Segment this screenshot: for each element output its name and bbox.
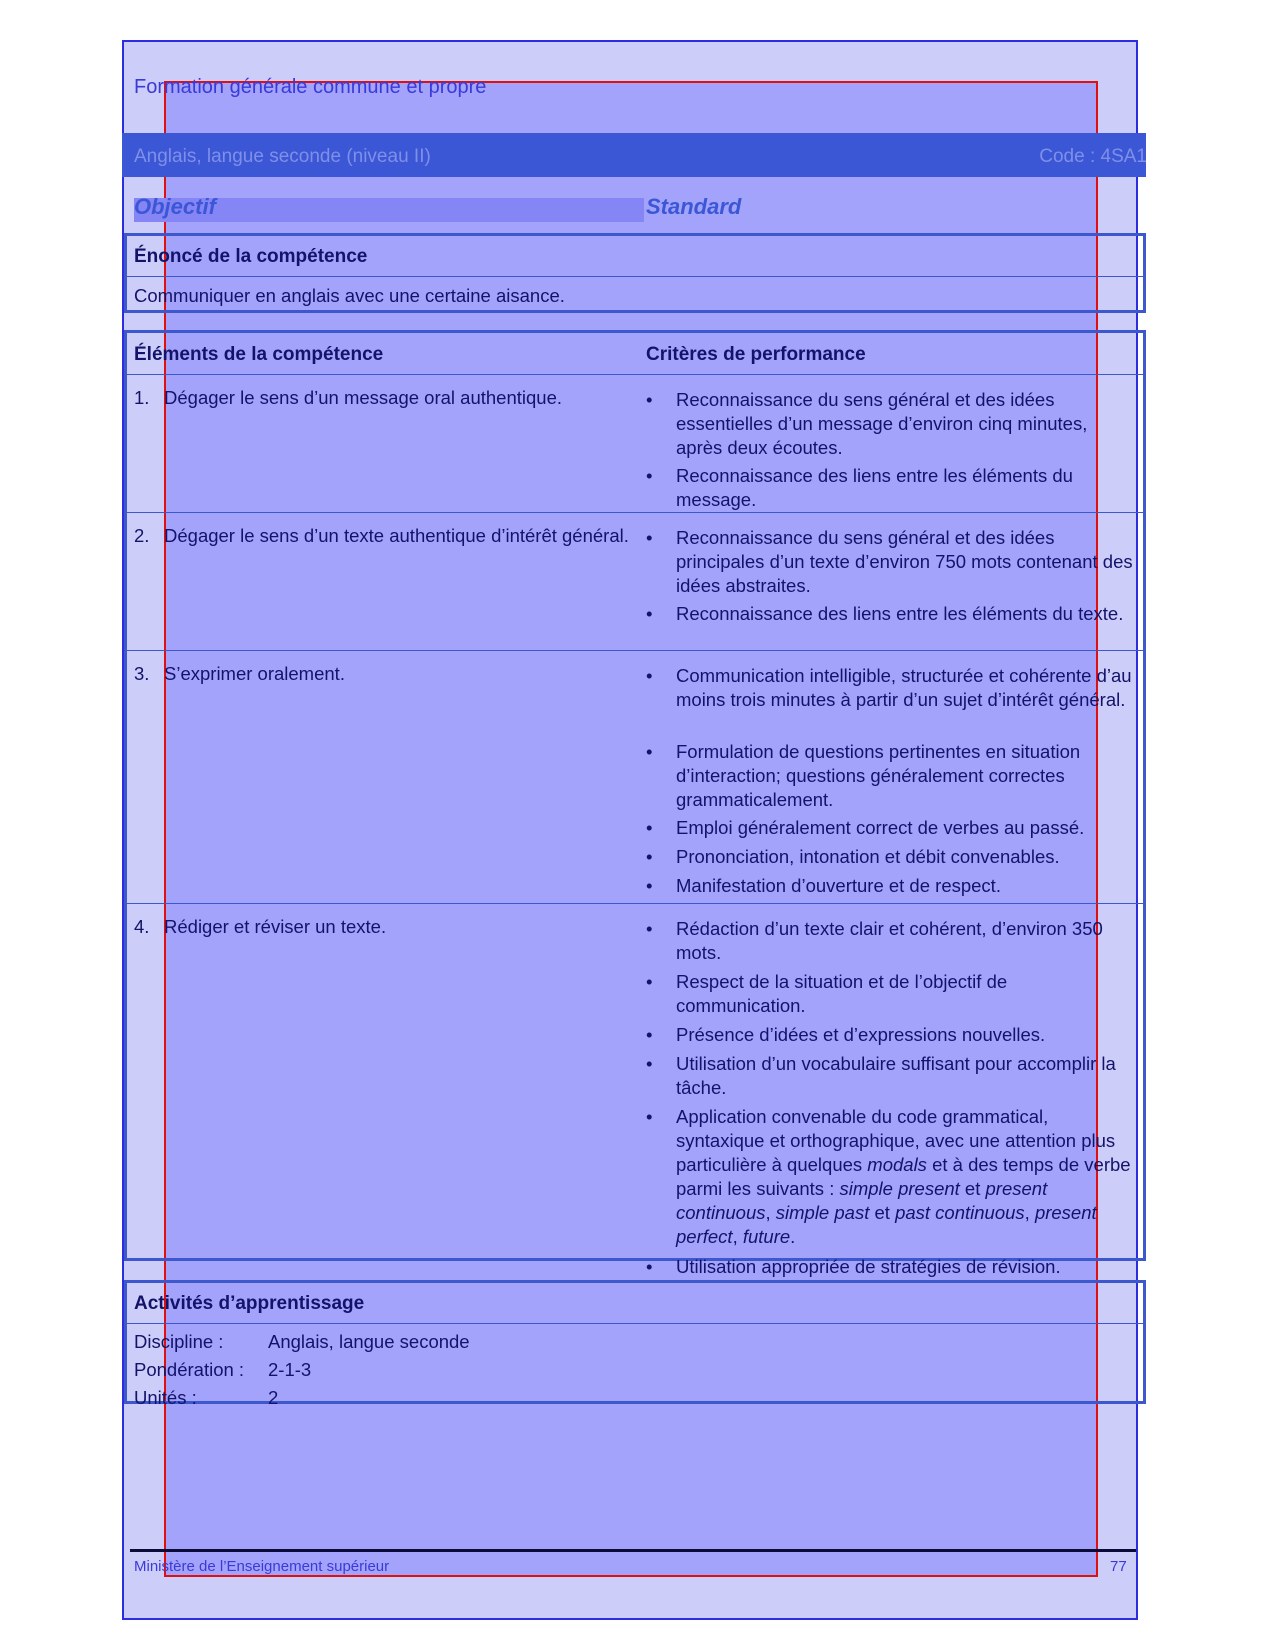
unites-label: Unités : (134, 1387, 197, 1408)
grammar-comma: , (732, 1226, 743, 1247)
element-number: 1. (134, 387, 150, 408)
element-number: 3. (134, 663, 150, 684)
activities-divider (124, 1323, 1146, 1324)
objectif-heading: Objectif (134, 194, 216, 219)
criteres-heading: Critères de performance (646, 344, 866, 365)
criterion-text-grammar (676, 1105, 1138, 1249)
table-header-divider (124, 374, 1146, 375)
bullet: • (646, 527, 653, 548)
row-divider (124, 512, 1146, 513)
grammar-end: . (790, 1226, 796, 1247)
row-divider (124, 650, 1146, 651)
grammar-middle: et à des temps de verbe parmi les suivants : (676, 1154, 1131, 1199)
discipline-value: Anglais, langue seconde (268, 1331, 470, 1352)
course-code: Code : 4SA1 (1039, 146, 1147, 167)
criterion-text: Reconnaissance des liens entre les éléments du message. (676, 465, 1073, 510)
grammar-present-perfect: present perfect (676, 1202, 1097, 1247)
bullet: • (646, 846, 653, 867)
unites-value: 2 (268, 1387, 279, 1408)
criterion-text: Formulation de questions pertinentes en situation d’interaction; questions généralement correctes grammaticalement. (676, 741, 1081, 810)
page-number: 77 (1110, 1558, 1127, 1575)
bullet: • (646, 1106, 653, 1127)
bullet: • (646, 1053, 653, 1074)
criterion-text: Prononciation, intonation et débit convenables. (676, 846, 1060, 867)
criterion-text: Emploi généralement correct de verbes au passé. (676, 817, 1085, 838)
ponderation-label: Pondération : (134, 1359, 245, 1380)
criterion-text: Communication intelligible, structurée et cohérente d’au moins trois minutes à partir d’un sujet d’intérêt général. (676, 665, 1132, 710)
formation-title: Formation générale commune et propre (134, 76, 487, 98)
enonce-text: Communiquer en anglais avec une certaine aisance. (134, 285, 565, 306)
grammar-comma: , (765, 1202, 776, 1223)
grammar-past-continuous: past continuous (895, 1202, 1025, 1223)
criterion-text: Rédaction d’un texte clair et cohérent, d’environ 350 mots. (676, 918, 1103, 963)
bullet: • (646, 875, 653, 896)
ponderation-value: 2-1-3 (268, 1359, 312, 1380)
grammar-prefix: Application convenable du code grammatical, syntaxique et orthographique, avec une attention plus particulière à quelques (676, 1106, 1116, 1175)
grammar-and: et (959, 1178, 986, 1199)
bullet: • (646, 465, 653, 486)
grammar-modals: modals (867, 1154, 927, 1175)
criterion-text: Reconnaissance du sens général et des idées principales d’un texte d’environ 750 mots contenant des idées abstraites. (676, 527, 1133, 596)
bullet: • (646, 817, 653, 838)
grammar-comma: , (1024, 1202, 1035, 1223)
bullet: • (646, 603, 653, 624)
grammar-simple-past: simple past (775, 1202, 870, 1223)
criterion-text: Utilisation appropriée de stratégies de révision. (676, 1256, 1061, 1277)
element-number: 4. (134, 916, 150, 937)
criterion-text: Reconnaissance du sens général et des idées essentielles d’un message d’environ cinq minutes, après deux écoutes. (676, 389, 1088, 458)
criterion-text: Utilisation d’un vocabulaire suffisant pour accomplir la tâche. (676, 1053, 1116, 1098)
bullet: • (646, 918, 653, 939)
grammar-future: future (742, 1226, 791, 1247)
row-divider (124, 903, 1146, 904)
element-text: Dégager le sens d’un message oral authentique. (164, 387, 563, 408)
footer-ministry: Ministère de l’Enseignement supérieur (134, 1558, 390, 1575)
footer-rule (130, 1549, 1136, 1552)
element-number: 2. (134, 525, 150, 546)
discipline-label: Discipline : (134, 1331, 224, 1352)
element-text: Rédiger et réviser un texte. (164, 916, 387, 937)
enonce-divider (124, 276, 1146, 277)
bullet: • (646, 1256, 653, 1277)
grammar-simple-present: simple present (839, 1178, 960, 1199)
bullet: • (646, 741, 653, 762)
bullet: • (646, 665, 653, 686)
criterion-text: Respect de la situation et de l’objectif de communication. (676, 971, 1008, 1016)
enonce-label: Énoncé de la compétence (134, 246, 368, 267)
grammar-present-continuous: present continuous (676, 1178, 1048, 1223)
activities-heading: Activités d’apprentissage (134, 1293, 365, 1314)
criterion-text: Manifestation d’ouverture et de respect. (676, 875, 1001, 896)
bullet: • (646, 1024, 653, 1045)
standard-heading: Standard (646, 194, 742, 219)
course-title: Anglais, langue seconde (niveau II) (134, 146, 431, 167)
bullet: • (646, 971, 653, 992)
element-text: S’exprimer oralement. (164, 663, 345, 684)
grammar-and: et (869, 1202, 896, 1223)
element-text: Dégager le sens d’un texte authentique d’intérêt général. (164, 525, 629, 546)
criterion-text: Présence d’idées et d’expressions nouvelles. (676, 1024, 1046, 1045)
elements-heading: Éléments de la compétence (134, 344, 384, 365)
bullet: • (646, 389, 653, 410)
criterion-text: Reconnaissance des liens entre les éléments du texte. (676, 603, 1124, 624)
